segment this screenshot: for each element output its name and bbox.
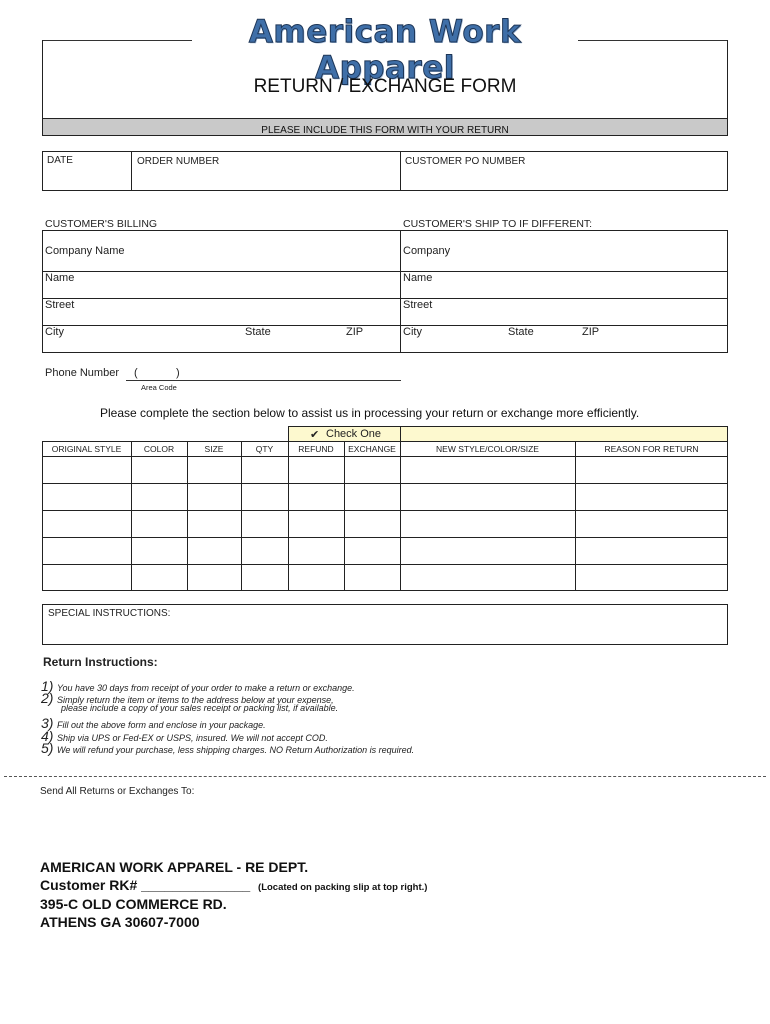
address-row-line — [42, 271, 728, 272]
items-table-cell[interactable] — [43, 511, 130, 536]
items-table-cell[interactable] — [132, 457, 186, 482]
items-intro-text: Please complete the section below to assist us in processing your return or exchange more efficiently. — [100, 406, 640, 420]
address-row-line — [42, 298, 728, 299]
customer-rk-note: (Located on packing slip at top right.) — [258, 882, 428, 893]
instruction-number: 1) — [41, 678, 54, 694]
items-col-header: REFUND — [298, 444, 334, 454]
items-table-cell[interactable] — [43, 538, 130, 563]
billing-state-field[interactable]: State — [245, 326, 271, 338]
instruction-text: You have 30 days from receipt of your order to make a return or exchange. — [57, 683, 355, 693]
items-table-cell[interactable] — [188, 484, 240, 509]
items-table-cell[interactable] — [345, 565, 399, 590]
instruction-text: please include a copy of your sales receipt or packing list, if available. — [61, 702, 339, 713]
items-table-cell[interactable] — [242, 565, 287, 590]
form-title: RETURN / EXCHANGE FORM — [253, 76, 517, 97]
instruction-number: 4) — [41, 727, 54, 744]
phone-paren-close: ) — [176, 367, 180, 379]
items-col-header: EXCHANGE — [348, 444, 396, 454]
mailing-line-street: 395-C OLD COMMERCE RD. — [40, 896, 227, 912]
items-table-cell[interactable] — [132, 511, 186, 536]
items-table-cell[interactable] — [345, 484, 399, 509]
return-instruction-item — [41, 740, 414, 756]
items-col-header: SIZE — [204, 444, 224, 454]
instruction-number: 2) — [41, 690, 54, 707]
billing-company-field[interactable]: Company Name — [45, 245, 125, 257]
items-table-cell[interactable] — [401, 511, 574, 536]
order-number-field[interactable]: ORDER NUMBER — [137, 156, 220, 167]
items-table-cell[interactable] — [576, 538, 727, 563]
mailing-line-rk — [40, 877, 427, 893]
items-table-cell[interactable] — [401, 565, 574, 590]
shipping-heading: CUSTOMER'S SHIP TO IF DIFFERENT: — [403, 218, 593, 230]
billing-heading: CUSTOMER'S BILLING — [45, 218, 158, 230]
instruction-text: Ship via UPS or Fed-EX or USPS, insured. We will not accept COD. — [57, 732, 328, 743]
mailing-line-city: ATHENS GA 30607-7000 — [40, 914, 200, 930]
items-table-cell[interactable] — [132, 565, 186, 590]
items-table-cell[interactable] — [289, 538, 343, 563]
instruction-text: We will refund your purchase, less shipping charges. NO Return Authorization is required. — [57, 745, 415, 755]
address-divider — [400, 230, 401, 353]
address-row-line — [42, 325, 728, 326]
items-table-cell[interactable] — [242, 457, 287, 482]
items-table-cell[interactable] — [576, 484, 727, 509]
checkmark-icon: ✔ — [310, 429, 320, 441]
items-table-cell[interactable] — [132, 484, 186, 509]
items-table-cell[interactable] — [401, 538, 574, 563]
instruction-text: Simply return the item or items to the address below at your expense, — [57, 695, 334, 706]
items-table-cell[interactable] — [188, 538, 240, 563]
items-table-cell[interactable] — [43, 565, 130, 590]
customer-rk-label: Customer RK# ______________ — [40, 877, 251, 893]
items-table-cell[interactable] — [401, 457, 574, 482]
items-table-cell[interactable] — [242, 538, 287, 563]
billing-street-field[interactable]: Street — [45, 299, 75, 311]
items-table-cell[interactable] — [345, 457, 399, 482]
billing-zip-field[interactable]: ZIP — [346, 326, 364, 338]
items-table-cell[interactable] — [401, 484, 574, 509]
items-table-cell[interactable] — [289, 511, 343, 536]
instruction-text: Fill out the above form and enclose in your package. — [57, 720, 266, 731]
billing-name-field[interactable]: Name — [45, 272, 75, 284]
items-col-header: REASON FOR RETURN — [604, 444, 699, 454]
cut-line — [4, 776, 766, 777]
send-to-label: Send All Returns or Exchanges To: — [40, 786, 195, 797]
order-divider — [400, 151, 401, 191]
items-table-cell[interactable] — [345, 511, 399, 536]
items-table-cell[interactable] — [289, 565, 343, 590]
items-table-cell[interactable] — [345, 538, 399, 563]
items-table-cell[interactable] — [289, 457, 343, 482]
instruction-number: 3) — [41, 715, 54, 732]
check-one-label: Check One — [326, 428, 382, 440]
customer-po-field[interactable]: CUSTOMER PO NUMBER — [405, 156, 526, 167]
date-field[interactable]: DATE — [47, 155, 73, 166]
phone-input-line[interactable] — [126, 380, 401, 381]
phone-paren-open: ( — [134, 367, 138, 379]
brand-logo: American Work Apparel — [248, 14, 522, 86]
phone-label: Phone Number — [45, 367, 119, 379]
items-table-cell[interactable] — [576, 511, 727, 536]
special-instructions-label: SPECIAL INSTRUCTIONS: — [48, 608, 171, 619]
items-col-header: QTY — [255, 444, 274, 454]
check-one-divider — [400, 426, 401, 442]
items-table-cell[interactable] — [188, 457, 240, 482]
order-divider — [131, 151, 132, 191]
ship-state-field[interactable]: State — [508, 326, 534, 338]
ship-name-field[interactable]: Name — [403, 272, 433, 284]
billing-city-field[interactable]: City — [45, 326, 64, 338]
items-table-cell[interactable] — [576, 457, 727, 482]
items-col-header: ORIGINAL STYLE — [51, 444, 122, 454]
items-table-cell[interactable] — [289, 484, 343, 509]
items-table-cell[interactable] — [242, 511, 287, 536]
items-table-cell[interactable] — [43, 484, 130, 509]
instruction-number: 5) — [41, 740, 54, 756]
items-table-cell[interactable] — [576, 565, 727, 590]
items-col-header: NEW STYLE/COLOR/SIZE — [436, 444, 539, 454]
items-table-cell[interactable] — [188, 565, 240, 590]
items-table-cell[interactable] — [43, 457, 130, 482]
mailing-line-company: AMERICAN WORK APPAREL - RE DEPT. — [40, 859, 309, 875]
return-instruction-item — [41, 703, 338, 713]
ship-street-field[interactable]: Street — [403, 299, 433, 311]
items-table-cell[interactable] — [242, 484, 287, 509]
ship-zip-field[interactable]: ZIP — [582, 326, 600, 338]
ship-company-field[interactable]: Company — [403, 245, 451, 257]
area-code-label: Area Code — [141, 383, 177, 392]
return-instructions-heading: Return Instructions: — [43, 655, 158, 669]
address-grid — [42, 230, 728, 353]
items-table-cell[interactable] — [132, 538, 186, 563]
items-table-cell[interactable] — [188, 511, 240, 536]
include-form-banner: PLEASE INCLUDE THIS FORM WITH YOUR RETURN — [42, 118, 728, 136]
ship-city-field[interactable]: City — [403, 326, 422, 338]
items-col-header: COLOR — [143, 444, 175, 454]
